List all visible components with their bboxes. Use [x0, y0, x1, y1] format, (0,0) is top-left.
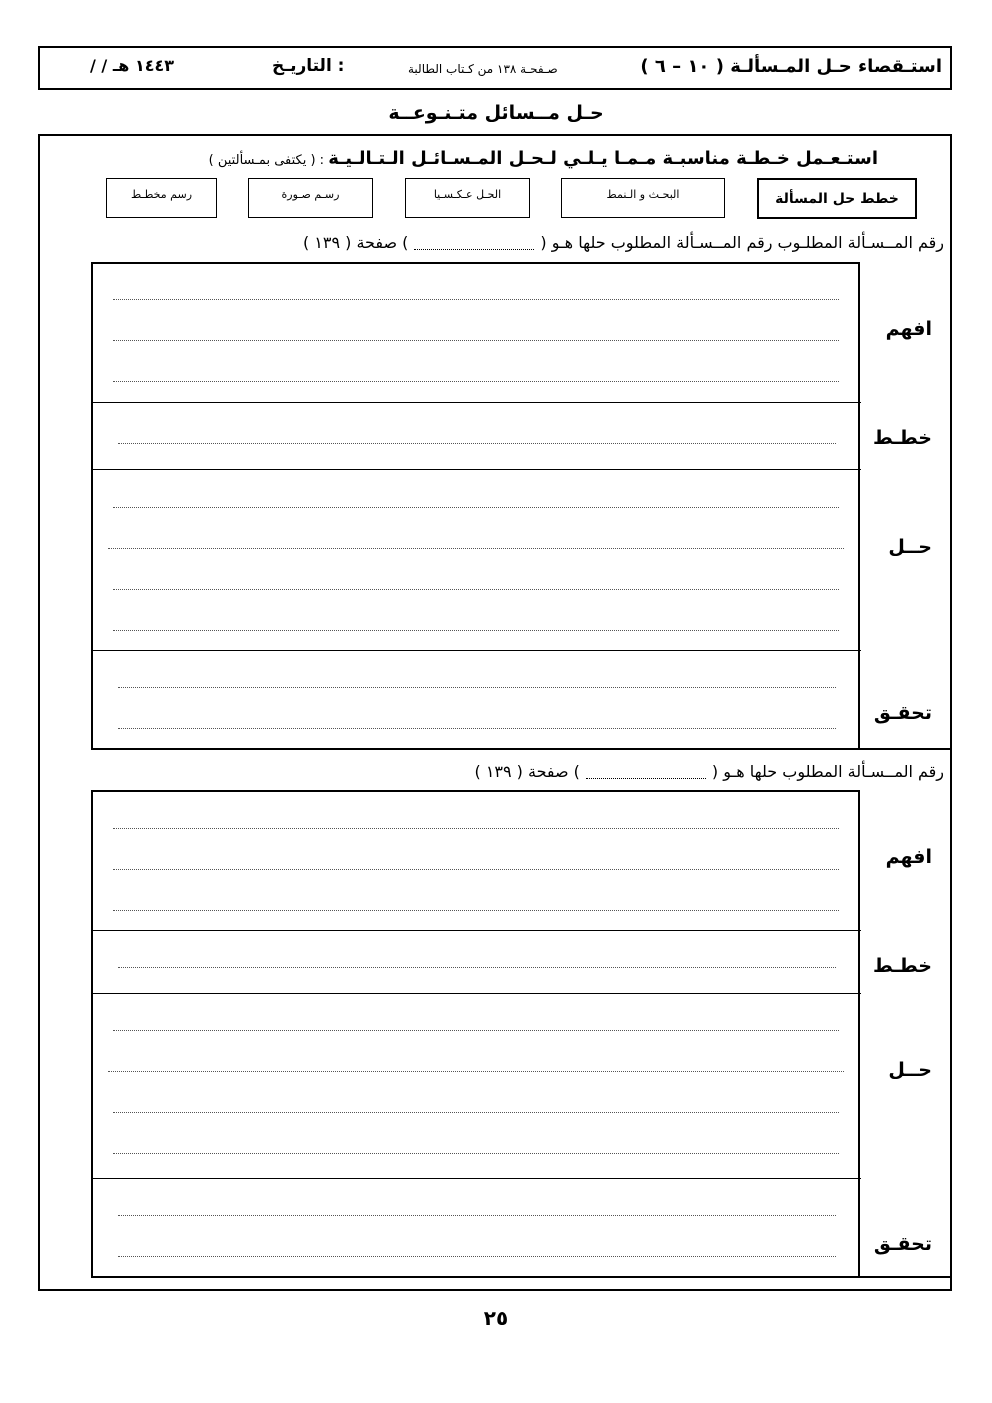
step-check-label: تحقـق [873, 1233, 932, 1255]
answer-line[interactable] [113, 589, 839, 590]
page-number: ٢٥ [483, 1306, 509, 1330]
answer-line[interactable] [118, 443, 836, 444]
answer-line[interactable] [113, 299, 839, 300]
answer-line[interactable] [113, 1030, 839, 1031]
problem-1-row-divider [91, 650, 861, 651]
strategy-draw-picture: رسـم صـورة [248, 178, 373, 218]
problem-2-prompt [474, 762, 944, 781]
answer-line[interactable] [118, 687, 836, 688]
problem-2-row-divider [91, 993, 861, 994]
problem-1-prompt [303, 233, 944, 252]
step-understand-label: افهم [885, 846, 932, 868]
problem-1-page: ) صفحة ( ١٣٩ ) [302, 233, 409, 252]
answer-line[interactable] [113, 340, 839, 341]
lesson-title: ( ١٠ – ٦ ) استـقصاء حـل المـسألـة [640, 56, 942, 77]
strategy-draw-diagram: رسم مخطـط [106, 178, 217, 218]
answer-line[interactable] [113, 630, 839, 631]
problem-1-row-divider [91, 469, 861, 470]
problem-2-number-prompt: رقم المــسـألة المطلوب حلها هـو ( [711, 762, 944, 781]
problem-1-bottom-line [91, 748, 952, 750]
answer-line[interactable] [118, 967, 836, 968]
answer-line[interactable] [118, 1215, 836, 1216]
answer-line[interactable] [118, 1256, 836, 1257]
header-box [38, 46, 952, 90]
date-value: / / ١٤٤٣ هـ [90, 56, 175, 75]
answer-line[interactable] [113, 381, 839, 382]
page-subtitle: حـل مــسائل متـنـوعــة [388, 102, 604, 124]
step-solve-label: حــل [888, 536, 932, 558]
answer-line[interactable] [108, 1071, 844, 1072]
instruction-main: استـعـمل خـطـة مناسبـة مـمـا يـلـي لـحـل المـسـائـل الـتـالـيـة [328, 148, 878, 169]
problem-2-row-divider [91, 1178, 861, 1179]
instruction-text [209, 148, 878, 169]
answer-line[interactable] [113, 828, 839, 829]
answer-line[interactable] [113, 869, 839, 870]
strategy-work-backward: الحـل عـكـسـيا [405, 178, 530, 218]
step-plan-label: خطـط [872, 427, 932, 449]
problem-2-number-field[interactable] [586, 766, 706, 779]
problem-1-number-prompt: رقم المــسـألة المطلـوب رقم المــسـألة المطلوب حلها هـو ( [540, 233, 944, 252]
problem-1-number-field[interactable] [414, 237, 534, 250]
problem-2-row-divider [91, 930, 861, 931]
problem-2-bottom-line [91, 1276, 952, 1278]
problem-2-page: ) صفحة ( ١٣٩ ) [474, 762, 580, 781]
problem-2-grid [91, 790, 860, 1278]
answer-line[interactable] [113, 507, 839, 508]
step-solve-label: حــل [888, 1059, 932, 1081]
answer-line[interactable] [113, 910, 839, 911]
answer-line[interactable] [118, 728, 836, 729]
answer-line[interactable] [108, 548, 844, 549]
strategies-label: خطط حل المسألة [757, 178, 917, 219]
step-plan-label: خطـط [872, 955, 932, 977]
problem-1-row-divider [91, 402, 861, 403]
textbook-page-ref: صـفحـة ١٣٨ من كـتاب الطالبة [408, 62, 558, 76]
answer-line[interactable] [113, 1112, 839, 1113]
problem-1-grid [91, 262, 860, 750]
instruction-note: : ( يكتفى بمـسألتين ) [208, 153, 329, 168]
strategy-search-pattern: البحـث و الـنمط [561, 178, 725, 218]
date-label: التاريـخ : [272, 56, 345, 76]
step-understand-label: افهم [885, 318, 932, 340]
step-check-label: تحقـق [873, 702, 932, 724]
answer-line[interactable] [113, 1153, 839, 1154]
